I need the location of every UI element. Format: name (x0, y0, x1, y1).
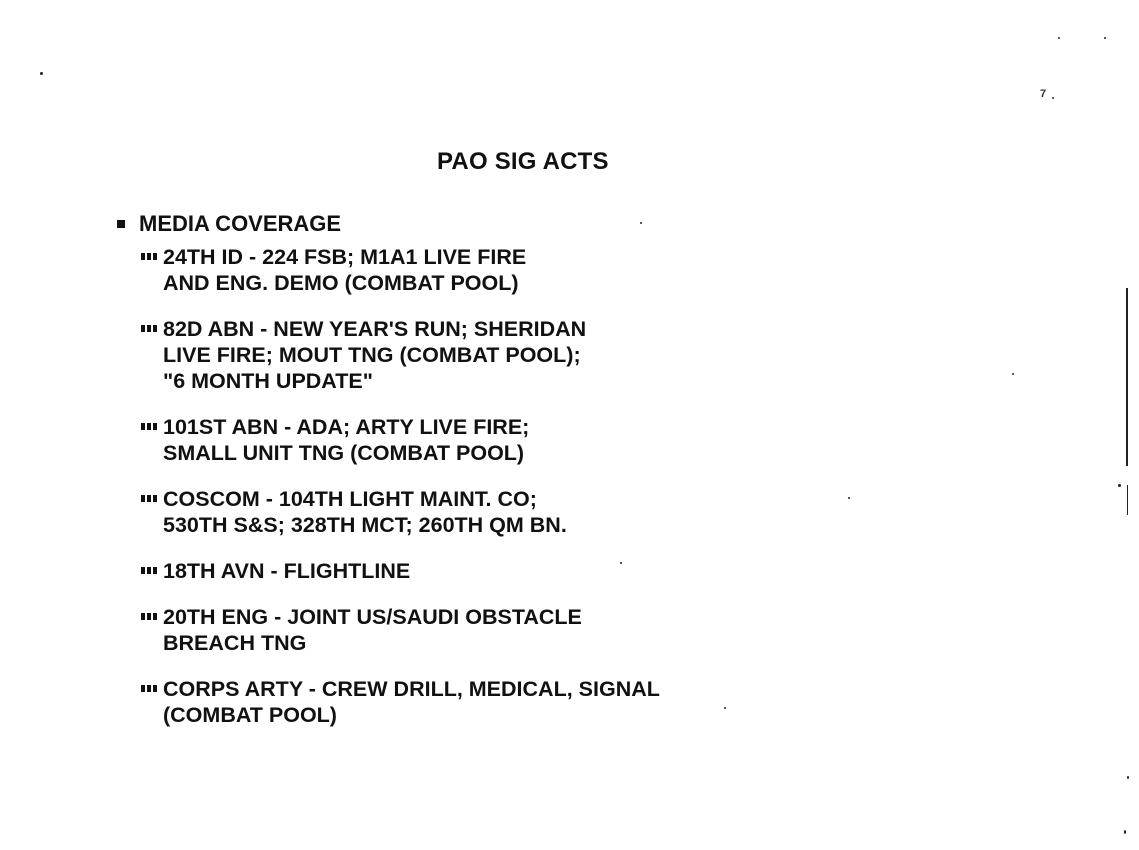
page-title: PAO SIG ACTS (437, 148, 609, 175)
scan-speck (640, 222, 642, 224)
scan-speck (40, 72, 43, 75)
media-coverage-section (113, 210, 873, 727)
list-item (141, 414, 529, 466)
scan-speck (1127, 776, 1129, 779)
list-item (141, 316, 586, 394)
section-label: MEDIA COVERAGE (139, 211, 342, 236)
list-item (141, 604, 582, 656)
scan-speck (1118, 484, 1121, 487)
scan-speck (1012, 373, 1014, 375)
list-item (141, 486, 567, 538)
page-mark: 7 (1040, 88, 1047, 100)
sub-bullet-icon (141, 325, 157, 332)
scan-speck (1058, 37, 1060, 39)
scan-speck (724, 707, 726, 709)
sub-bullet-icon (141, 685, 157, 692)
sub-bullet-icon (141, 253, 157, 260)
scan-speck (620, 562, 622, 564)
list-item-text: 20TH ENG - JOINT US/SAUDI OBSTACLE BREACH TNG (163, 605, 582, 655)
sub-bullet-icon (141, 613, 157, 620)
square-bullet-icon (117, 220, 125, 228)
list-item (141, 558, 410, 584)
list-item-text: 18TH AVN - FLIGHTLINE (163, 559, 411, 583)
scan-speck (1124, 830, 1126, 834)
scan-speck (848, 497, 850, 499)
sub-bullet-icon (141, 423, 157, 430)
list-item-text: COSCOM - 104TH LIGHT MAINT. CO; 530TH S&S; 328TH MCT; 260TH QM BN. (163, 487, 567, 537)
scan-speck (1052, 97, 1054, 99)
scan-edge-line (1127, 485, 1128, 515)
section-heading (113, 210, 873, 238)
sub-bullet-icon (141, 495, 157, 502)
scan-speck (1104, 37, 1106, 39)
list-item-text: 82D ABN - NEW YEAR'S RUN; SHERIDAN LIVE FIRE; MOUT TNG (COMBAT POOL); "6 MONTH UPDATE" (163, 317, 587, 393)
sub-bullet-icon (141, 567, 157, 574)
list-item-text: 101ST ABN - ADA; ARTY LIVE FIRE; SMALL UNIT TNG (COMBAT POOL) (163, 415, 530, 465)
list-item-text: 24TH ID - 224 FSB; M1A1 LIVE FIRE AND ENG. DEMO (COMBAT POOL) (163, 245, 527, 295)
list-item-text: CORPS ARTY - CREW DRILL, MEDICAL, SIGNAL (COMBAT POOL) (163, 677, 660, 727)
scan-edge-line (1126, 288, 1128, 466)
list-item (141, 676, 660, 728)
list-item (141, 244, 526, 296)
